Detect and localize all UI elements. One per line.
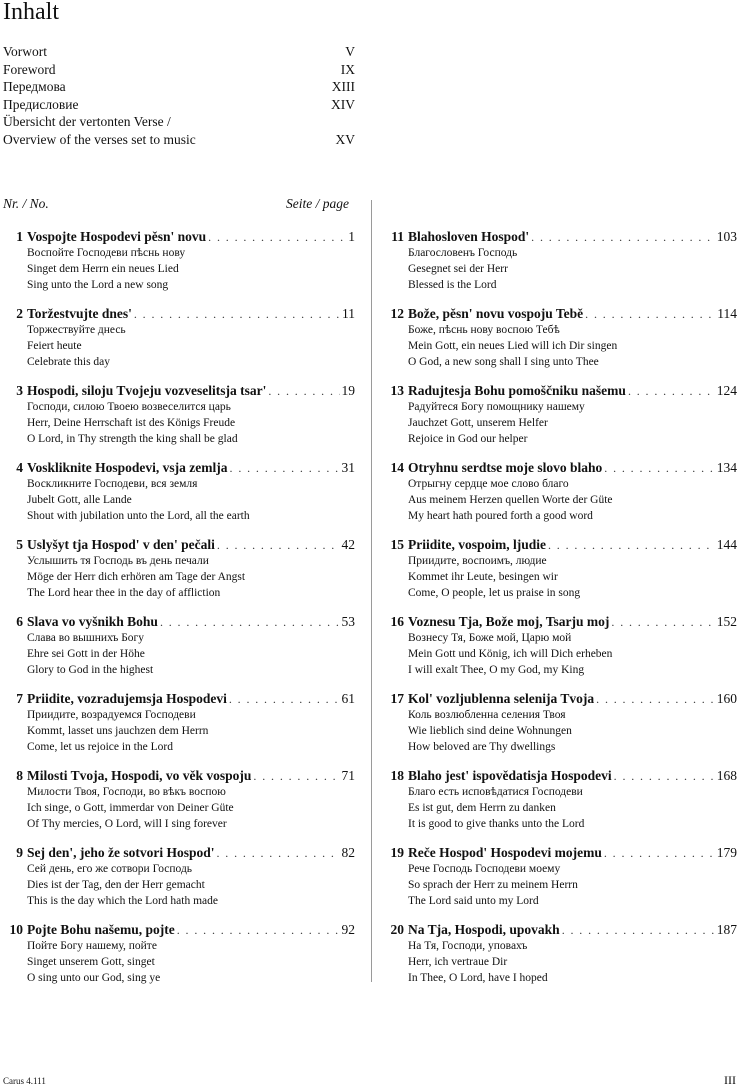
footer-catalog-number: Carus 4.111 bbox=[3, 1076, 46, 1086]
toc-entry[interactable] bbox=[3, 537, 355, 614]
entry-number: 12 bbox=[390, 306, 404, 321]
entry-title[interactable]: Priidite, vospoim, ljudie bbox=[408, 537, 546, 552]
entry-title-german: So sprach der Herr zu meinem Herrn bbox=[408, 879, 578, 891]
toc-entry[interactable] bbox=[384, 845, 737, 922]
entry-number: 1 bbox=[16, 229, 23, 244]
front-matter-row[interactable] bbox=[3, 61, 355, 79]
entry-title-german: Kommt, lasset uns jauchzen dem Herrn bbox=[27, 725, 209, 737]
toc-entry[interactable] bbox=[3, 383, 355, 460]
entry-page-number: 179 bbox=[716, 845, 737, 860]
toc-entry[interactable] bbox=[3, 614, 355, 691]
entry-title-english: The Lord hear thee in the day of affliction bbox=[27, 587, 221, 599]
entry-title-church-slavonic: Воскликните Господеви, вся земля bbox=[27, 478, 198, 490]
toc-entry[interactable] bbox=[384, 383, 737, 460]
toc-entry-heading bbox=[3, 768, 355, 784]
dot-leader bbox=[604, 845, 715, 861]
entry-title-german: Möge der Herr dich erhören am Tage der Angst bbox=[27, 571, 246, 583]
entry-page-number: 31 bbox=[341, 460, 355, 475]
entry-title-german: Singet dem Herrn ein neues Lied bbox=[27, 263, 179, 275]
entry-title[interactable]: Na Tja, Hospodi, upovakh bbox=[408, 922, 560, 937]
entry-number: 4 bbox=[16, 460, 23, 475]
dot-leader bbox=[585, 306, 715, 322]
entry-title-english: This is the day which the Lord hath made bbox=[27, 895, 218, 907]
entry-title-church-slavonic: На Тя, Господи, уповахъ bbox=[408, 940, 528, 952]
entry-title[interactable]: Blahosloven Hospod' bbox=[408, 229, 530, 244]
column-divider bbox=[371, 200, 372, 982]
entry-title-church-slavonic: Благо есть исповѣдатися Господеви bbox=[408, 786, 583, 798]
dot-leader bbox=[531, 229, 715, 245]
toc-entry[interactable] bbox=[384, 229, 737, 306]
toc-entry[interactable] bbox=[3, 845, 355, 922]
entry-page-number: 42 bbox=[341, 537, 355, 552]
toc-entry-heading bbox=[3, 306, 355, 322]
entry-page-number: 11 bbox=[342, 306, 355, 321]
front-matter-label: Vorwort bbox=[3, 44, 48, 59]
entry-page-number: 187 bbox=[716, 922, 737, 937]
entry-page-number: 168 bbox=[716, 768, 737, 783]
toc-entry-heading bbox=[384, 383, 737, 399]
entry-title[interactable]: Sej den', jeho že sotvori Hospod' bbox=[27, 845, 215, 860]
entry-title-church-slavonic: Рече Господь Господеви моему bbox=[408, 863, 561, 875]
entry-title-german: Herr, ich vertraue Dir bbox=[408, 956, 508, 968]
entry-number: 3 bbox=[16, 383, 23, 398]
entry-title-english: Come, let us rejoice in the Lord bbox=[27, 741, 173, 753]
entry-number: 13 bbox=[390, 383, 404, 398]
front-matter-row[interactable] bbox=[3, 113, 355, 131]
dot-leader bbox=[230, 460, 340, 476]
front-matter-row[interactable] bbox=[3, 43, 355, 61]
dot-leader bbox=[268, 383, 339, 399]
entry-title[interactable]: Otryhnu serdtse moje slovo blaho bbox=[408, 460, 603, 475]
entry-title[interactable]: Toržestvujte dnes' bbox=[27, 306, 132, 321]
entry-title[interactable]: Uslyšyt tja Hospod' v den' pečali bbox=[27, 537, 215, 552]
toc-entry[interactable] bbox=[384, 614, 737, 691]
entry-title-church-slavonic: Услышить тя Господь въ день печали bbox=[27, 555, 209, 567]
entry-title-german: Jubelt Gott, alle Lande bbox=[27, 494, 132, 506]
entry-title[interactable]: Milosti Tvoja, Hospodi, vo věk vospoju bbox=[27, 768, 252, 783]
page-title: Inhalt bbox=[3, 0, 59, 25]
entry-title-english: O sing unto our God, sing ye bbox=[27, 972, 161, 984]
toc-entry-heading bbox=[384, 537, 737, 553]
entry-title-german: Jauchzet Gott, unserem Helfer bbox=[408, 417, 548, 429]
dot-leader bbox=[217, 845, 340, 861]
toc-entry[interactable] bbox=[3, 691, 355, 768]
front-matter-page: XIII bbox=[331, 79, 355, 94]
toc-entry-heading bbox=[384, 229, 737, 245]
entry-title[interactable]: Radujtesja Bohu pomoščniku našemu bbox=[408, 383, 626, 398]
toc-entry-heading bbox=[3, 229, 355, 245]
entry-title-church-slavonic: Милости Твоя, Господи, во вѣкъ воспою bbox=[27, 786, 226, 798]
toc-entry-heading bbox=[384, 614, 737, 630]
dot-leader bbox=[160, 614, 340, 630]
column-header-page: Seite / page bbox=[286, 196, 349, 211]
entry-title[interactable]: Hospodi, siloju Tvojeju vozveselitsja tsar' bbox=[27, 383, 267, 398]
entry-title-church-slavonic: Отрыгну сердце мое слово благо bbox=[408, 478, 569, 490]
entry-title-church-slavonic: Господи, силою Твоею возвеселится царь bbox=[27, 401, 231, 413]
front-matter-label: Предисловие bbox=[3, 96, 79, 112]
toc-entry[interactable] bbox=[384, 768, 737, 845]
entry-page-number: 61 bbox=[341, 691, 355, 706]
entry-title[interactable]: Voskliknite Hospodevi, vsja zemlja bbox=[27, 460, 228, 475]
entry-title-english: Blessed is the Lord bbox=[408, 279, 497, 291]
front-matter-page: XIV bbox=[331, 96, 355, 112]
entry-number: 10 bbox=[9, 922, 23, 937]
dot-leader bbox=[562, 922, 715, 938]
toc-entry-heading bbox=[3, 691, 355, 707]
entry-title[interactable]: Slava vo vyšnikh Bohu bbox=[27, 614, 158, 629]
entry-title-church-slavonic: Коль возлюбленна селения Твоя bbox=[408, 709, 566, 721]
front-matter bbox=[3, 43, 355, 148]
toc-entry-heading bbox=[3, 460, 355, 476]
entry-title-church-slavonic: Благословенъ Господь bbox=[408, 247, 518, 259]
entry-title-church-slavonic: Приидите, возрадуемся Господеви bbox=[27, 709, 196, 721]
entry-page-number: 53 bbox=[341, 614, 355, 629]
footer-page-number: III bbox=[724, 1073, 736, 1087]
dot-leader bbox=[614, 768, 715, 784]
entry-title[interactable]: Pojte Bohu našemu, pojte bbox=[27, 922, 175, 937]
toc-entry-heading bbox=[3, 537, 355, 553]
entry-page-number: 114 bbox=[717, 306, 737, 321]
entry-title-english: The Lord said unto my Lord bbox=[408, 895, 539, 907]
entry-number: 17 bbox=[390, 691, 404, 706]
entry-title[interactable]: Priidite, vozradujemsja Hospodevi bbox=[27, 691, 227, 706]
toc-entry-heading bbox=[384, 691, 737, 707]
toc-column-left bbox=[3, 229, 355, 999]
entry-title[interactable]: Kol' vozljublenna selenija Tvoja bbox=[408, 691, 595, 706]
entry-title-church-slavonic: Сей день, его же сотвори Господь bbox=[27, 863, 193, 875]
entry-page-number: 160 bbox=[716, 691, 737, 706]
entry-title-church-slavonic: Радуйтеся Богу помощнику нашему bbox=[408, 401, 585, 413]
entry-title[interactable]: Vospojte Hospodevi pěsn' novu bbox=[27, 229, 207, 244]
toc-entry[interactable] bbox=[3, 922, 355, 999]
entry-number: 20 bbox=[390, 922, 404, 937]
entry-number: 8 bbox=[16, 768, 23, 783]
entry-page-number: 152 bbox=[716, 614, 737, 629]
entry-title-english: Glory to God in the highest bbox=[27, 664, 154, 676]
entry-title-church-slavonic: Торжествуйте днесь bbox=[27, 324, 126, 336]
entry-number: 16 bbox=[390, 614, 404, 629]
entry-title-english: Come, O people, let us praise in song bbox=[408, 587, 581, 599]
entry-page-number: 144 bbox=[716, 537, 737, 552]
entry-title-church-slavonic: Приидите, воспоимъ, людие bbox=[408, 555, 547, 567]
entry-title-church-slavonic: Пойте Богу нашему, пойте bbox=[27, 940, 157, 952]
front-matter-label: Передмова bbox=[3, 79, 66, 94]
dot-leader bbox=[208, 229, 346, 245]
entry-title-english: Celebrate this day bbox=[27, 356, 111, 368]
dot-leader bbox=[177, 922, 340, 938]
dot-leader bbox=[217, 537, 340, 553]
entry-number: 9 bbox=[16, 845, 23, 860]
front-matter-row[interactable] bbox=[3, 78, 355, 96]
dot-leader bbox=[134, 306, 340, 322]
toc-entry[interactable] bbox=[3, 768, 355, 845]
entry-title-english: O Lord, in Thy strength the king shall be glad bbox=[27, 433, 238, 445]
dot-leader bbox=[596, 691, 715, 707]
entry-page-number: 82 bbox=[341, 845, 355, 860]
entry-title-english: I will exalt Thee, O my God, my King bbox=[408, 664, 585, 676]
entry-page-number: 1 bbox=[348, 229, 355, 244]
entry-title[interactable]: Reče Hospod' Hospodevi mojemu bbox=[408, 845, 602, 860]
entry-number: 11 bbox=[391, 229, 404, 244]
entry-number: 19 bbox=[390, 845, 404, 860]
entry-title-german: Gesegnet sei der Herr bbox=[408, 263, 508, 275]
front-matter-page: V bbox=[345, 44, 355, 59]
entry-title-english: Sing unto the Lord a new song bbox=[27, 279, 169, 291]
dot-leader bbox=[229, 691, 340, 707]
entry-title[interactable]: Bože, pěsn' novu vospoju Tebě bbox=[408, 306, 584, 321]
toc-entry-heading bbox=[3, 383, 355, 399]
front-matter-label: Foreword bbox=[3, 61, 56, 77]
dot-leader bbox=[628, 383, 715, 399]
front-matter-row[interactable] bbox=[3, 96, 355, 114]
entry-title-german: Singet unserem Gott, singet bbox=[27, 956, 155, 968]
toc-entry-heading bbox=[384, 306, 737, 322]
toc-entry-heading bbox=[3, 614, 355, 630]
toc-entry-heading bbox=[384, 768, 737, 784]
entry-title-church-slavonic: Боже, пѣснь нову воспою Тебѣ bbox=[408, 324, 560, 336]
toc-entry[interactable] bbox=[384, 306, 737, 383]
entry-title-german: Mein Gott, ein neues Lied will ich Dir singen bbox=[408, 340, 618, 352]
dot-leader bbox=[253, 768, 339, 784]
dot-leader bbox=[548, 537, 715, 553]
entry-title-german: Mein Gott und König, ich will Dich erheben bbox=[408, 648, 613, 660]
toc-entry[interactable] bbox=[384, 460, 737, 537]
entry-page-number: 19 bbox=[341, 383, 355, 398]
entry-number: 14 bbox=[390, 460, 404, 475]
front-matter-label: Übersicht der vertonten Verse / bbox=[3, 114, 171, 129]
entry-title-english: Shout with jubilation unto the Lord, all the earth bbox=[27, 510, 250, 522]
entry-title-english: It is good to give thanks unto the Lord bbox=[408, 818, 585, 830]
entry-title[interactable]: Blaho jest' ispovědatisja Hospodevi bbox=[408, 768, 612, 783]
toc-entry[interactable] bbox=[3, 229, 355, 306]
entry-page-number: 92 bbox=[341, 922, 355, 937]
entry-page-number: 71 bbox=[341, 768, 355, 783]
toc-entry[interactable] bbox=[3, 460, 355, 537]
entry-title-english: My heart hath poured forth a good word bbox=[408, 510, 593, 522]
entry-title-english: How beloved are Thy dwellings bbox=[408, 741, 556, 753]
entry-title-german: Wie lieblich sind deine Wohnungen bbox=[408, 725, 572, 737]
entry-title-church-slavonic: Воспойте Господеви пѣснь нову bbox=[27, 247, 186, 259]
front-matter-label: Overview of the verses set to music bbox=[3, 131, 196, 147]
entry-number: 2 bbox=[16, 306, 23, 321]
toc-entry-heading bbox=[384, 922, 737, 938]
entry-title-german: Kommet ihr Leute, besingen wir bbox=[408, 571, 558, 583]
entry-page-number: 134 bbox=[716, 460, 737, 475]
toc-entry-heading bbox=[3, 845, 355, 861]
toc-entry[interactable] bbox=[3, 306, 355, 383]
front-matter-page: IX bbox=[340, 61, 355, 77]
column-header-number: Nr. / No. bbox=[3, 196, 49, 211]
entry-title-church-slavonic: Слава во вышнихъ Богу bbox=[27, 632, 145, 644]
entry-number: 5 bbox=[16, 537, 23, 552]
entry-title-church-slavonic: Вознесу Тя, Боже мой, Царю мой bbox=[408, 632, 572, 644]
toc-entry-heading bbox=[3, 922, 355, 938]
entry-title-german: Dies ist der Tag, den der Herr gemacht bbox=[27, 879, 205, 891]
entry-title-german: Feiert heute bbox=[27, 340, 82, 352]
toc-column-right bbox=[384, 229, 737, 999]
dot-leader bbox=[604, 460, 714, 476]
entry-number: 7 bbox=[16, 691, 23, 706]
entry-title-german: Herr, Deine Herrschaft ist des Königs Freude bbox=[27, 417, 236, 429]
entry-title-german: Ehre sei Gott in der Höhe bbox=[27, 648, 145, 660]
front-matter-page: XV bbox=[335, 131, 355, 147]
entry-title-german: Ich singe, o Gott, immerdar von Deiner Güte bbox=[27, 802, 234, 814]
toc-entry-heading bbox=[384, 460, 737, 476]
toc-entry-heading bbox=[384, 845, 737, 861]
entry-page-number: 124 bbox=[716, 383, 737, 398]
entry-title[interactable]: Voznesu Tja, Bože moj, Tsarju moj bbox=[408, 614, 610, 629]
toc-entry[interactable] bbox=[384, 922, 737, 999]
entry-title-german: Es ist gut, dem Herrn zu danken bbox=[408, 802, 556, 814]
entry-title-english: Of Thy mercies, O Lord, will I sing forever bbox=[27, 818, 227, 830]
entry-title-english: O God, a new song shall I sing unto Thee bbox=[408, 356, 599, 368]
entry-title-english: Rejoice in God our helper bbox=[408, 433, 528, 445]
entry-number: 18 bbox=[390, 768, 404, 783]
entry-title-english: In Thee, O Lord, have I hoped bbox=[408, 972, 548, 984]
front-matter-row[interactable] bbox=[3, 131, 355, 149]
dot-leader bbox=[611, 614, 714, 630]
toc-entry[interactable] bbox=[384, 537, 737, 614]
entry-page-number: 103 bbox=[716, 229, 737, 244]
entry-number: 6 bbox=[16, 614, 23, 629]
toc-entry[interactable] bbox=[384, 691, 737, 768]
entry-number: 15 bbox=[390, 537, 404, 552]
entry-title-german: Aus meinem Herzen quellen Worte der Güte bbox=[408, 494, 613, 506]
